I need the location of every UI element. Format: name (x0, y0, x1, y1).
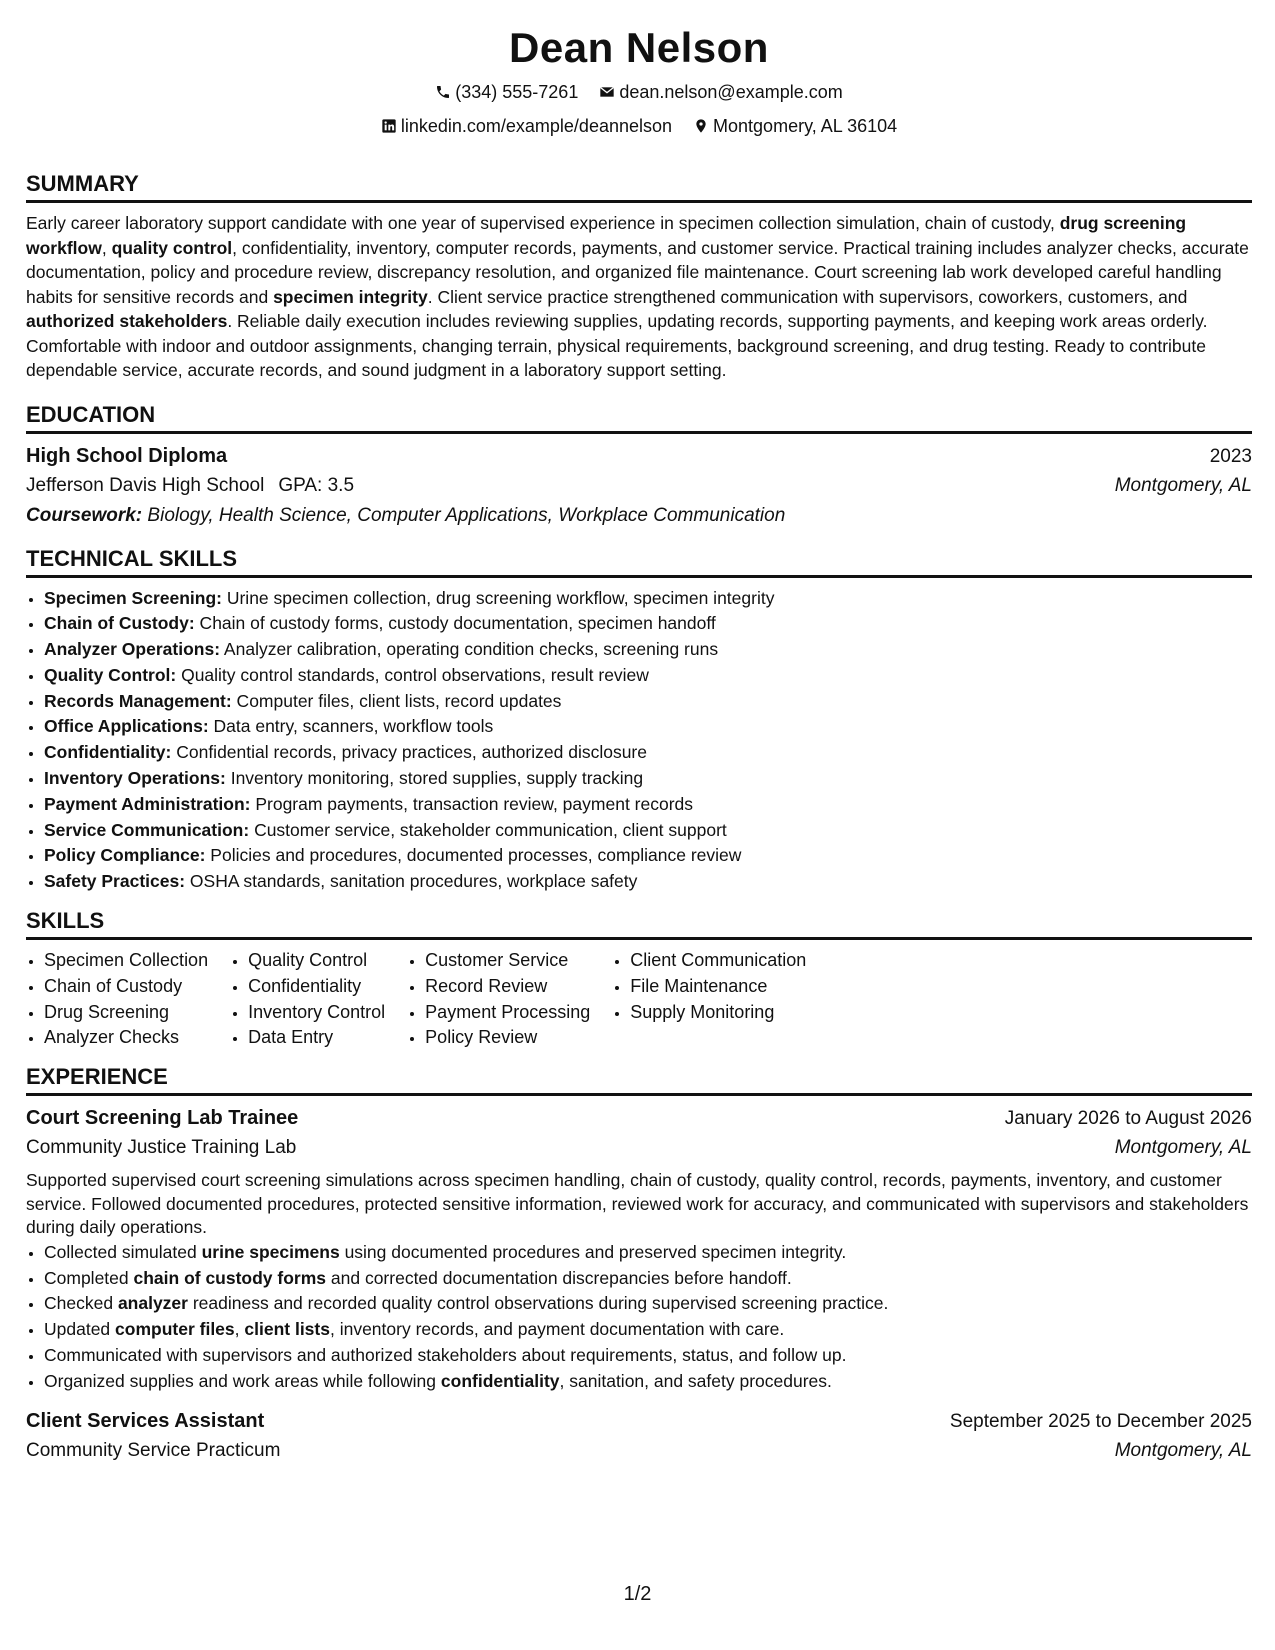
phone-text: (334) 555-7261 (455, 82, 579, 102)
bullet-text: Updated (44, 1319, 116, 1340)
bullet-bold: confidentiality (440, 1370, 560, 1391)
skills-column (26, 948, 208, 1051)
technical-skills-section (26, 545, 1252, 896)
list-item (44, 714, 1252, 740)
job-header (26, 1407, 1252, 1436)
envelope-icon (599, 84, 615, 100)
summary-part: . Reliable daily execution includes reviewing supplies, updating records, supporting payments, and keeping work areas orderly. Comfortable with indoor and outdoor assignments, changing terrain, physical requirements, background screening, and drug testing. Ready to contribute dependable service, accurate records, and sound judgment in a laboratory support setting. (26, 311, 1208, 380)
list-item (44, 586, 1252, 612)
list-item (44, 611, 1252, 637)
skill-text: Urine specimen collection, drug screening workflow, specimen integrity (221, 587, 775, 608)
list-item (44, 740, 1252, 766)
job-location: Montgomery, AL (1114, 1137, 1252, 1159)
job-header (26, 1104, 1252, 1133)
bullet-bold: client lists (244, 1319, 330, 1340)
summary-bold: specimen integrity (273, 286, 428, 307)
bullet-text: using documented procedures and preserved specimen integrity. (339, 1241, 847, 1262)
summary-part: . Client service practice strengthened communication with supervisors, coworkers, customers, and (427, 286, 1188, 307)
bullet-text: Organized supplies and work areas while following (44, 1370, 441, 1391)
contact-line-1 (26, 80, 1252, 106)
skill-label: Safety Practices: (44, 871, 186, 892)
summary-part: , (101, 237, 112, 258)
skill-label: Inventory Operations: (44, 768, 226, 789)
list-item: • Confidentiality (248, 974, 385, 1000)
bullet-text: , (234, 1319, 245, 1340)
skill-text: Confidential records, privacy practices, authorized disclosure (171, 742, 647, 763)
list-item: • Specimen Collection (44, 948, 208, 974)
bullet-bold: computer files (115, 1319, 235, 1340)
location-contact (693, 114, 897, 138)
list-item: • Customer Service (425, 948, 590, 974)
summary-bold: quality control (111, 237, 233, 258)
coursework-label: Coursework: (26, 504, 143, 526)
skill-label: Records Management: (44, 690, 232, 711)
skill-text: Inventory monitoring, stored supplies, supply tracking (225, 768, 644, 789)
list-item: • Chain of Custody (44, 974, 208, 1000)
section-title-skills: SKILLS (26, 907, 1252, 940)
list-item: • Record Review (425, 974, 590, 1000)
section-title-education: EDUCATION (26, 401, 1252, 434)
skills-column (612, 948, 806, 1051)
skill-label: Payment Administration: (44, 793, 251, 814)
skills-column (407, 948, 590, 1051)
job-dates: September 2025 to December 2025 (949, 1410, 1252, 1432)
section-title-technical-skills: TECHNICAL SKILLS (26, 545, 1252, 578)
candidate-name: Dean Nelson (509, 24, 769, 71)
list-item (44, 1240, 1252, 1266)
education-section (26, 401, 1252, 531)
skill-text: Policies and procedures, documented processes, compliance review (205, 845, 742, 866)
list-item: • Quality Control (248, 948, 385, 974)
skill-label: Office Applications: (44, 716, 209, 737)
location-text: Montgomery, AL 36104 (713, 116, 898, 136)
coursework (26, 501, 1252, 531)
list-item: • File Maintenance (630, 974, 806, 1000)
list-item (44, 818, 1252, 844)
coursework-list: Biology, Health Science, Computer Applications, Workplace Communication (142, 504, 786, 526)
list-item (44, 637, 1252, 663)
job-organization: Community Justice Training Lab (26, 1137, 297, 1159)
school-location: Montgomery, AL (1114, 474, 1252, 496)
phone-icon (435, 84, 451, 100)
resume-header (26, 22, 1252, 140)
list-item: • Inventory Control (248, 1000, 385, 1026)
skill-label: Analyzer Operations: (44, 639, 221, 660)
technical-skills-list (26, 586, 1252, 896)
list-item (44, 1369, 1252, 1395)
bullet-bold: chain of custody forms (133, 1267, 327, 1288)
map-pin-icon (693, 118, 709, 134)
degree: High School Diploma (26, 444, 228, 467)
bullet-text: Completed (44, 1267, 134, 1288)
email-text: dean.nelson@example.com (619, 82, 843, 102)
skill-text: Customer service, stakeholder communication, client support (249, 819, 727, 840)
job-bullets (26, 1240, 1252, 1395)
summary-bold: authorized stakeholders (26, 311, 228, 331)
gpa: GPA: 3.5 (278, 474, 355, 496)
job-subheader (26, 1436, 1252, 1466)
skill-text: Chain of custody forms, custody documentation, specimen handoff (194, 613, 716, 634)
bullet-bold: urine specimens (201, 1241, 340, 1262)
list-item: • Supply Monitoring (630, 1000, 806, 1026)
summary-text (26, 211, 1252, 383)
list-item (44, 1266, 1252, 1292)
linkedin-contact[interactable] (381, 114, 672, 138)
job-description: Supported supervised court screening simulations across specimen handling, chain of custody, quality control, records, payments, inventory, and customer service. Followed documented procedures, protected sensitive information, reviewed work for accuracy, and communicated with supervisors and stakeholders during daily operations. (26, 1170, 1249, 1238)
list-item: • Payment Processing (425, 1000, 590, 1026)
summary-part: , confidentiality, inventory, computer records, payments, and customer service. Practical training includes analyzer checks, accurate documentation, policy and procedure review, discrepancy resolution, and organized file maintenance. Court screening lab work developed careful handling habits for sensitive records and (26, 237, 1249, 307)
skill-text: OSHA standards, sanitation procedures, workplace safety (185, 871, 638, 892)
skill-text: Quality control standards, control observations, result review (176, 664, 649, 685)
list-item (44, 766, 1252, 792)
bullet-text: Communicated with supervisors and authorized stakeholders about requirements, status, and follow up. (44, 1344, 847, 1365)
skill-label: Chain of Custody: (44, 613, 195, 634)
job-title: Client Services Assistant (26, 1409, 265, 1432)
education-row-1 (26, 442, 1252, 471)
education-row-2 (26, 471, 1252, 501)
skill-label: Policy Compliance: (44, 845, 206, 866)
job-title: Court Screening Lab Trainee (26, 1107, 299, 1130)
skill-label: Quality Control: (44, 664, 177, 685)
list-item: • Analyzer Checks (44, 1025, 208, 1051)
experience-section (26, 1063, 1252, 1465)
job-location: Montgomery, AL (1114, 1439, 1252, 1461)
skills-grid (26, 948, 1252, 1051)
phone-contact (435, 80, 578, 104)
bullet-bold: analyzer (117, 1293, 188, 1314)
job-organization: Community Service Practicum (26, 1439, 281, 1461)
bullet-text: Collected simulated (44, 1241, 202, 1262)
bullet-text: and corrected documentation discrepancies before handoff. (326, 1267, 792, 1288)
section-title-experience: EXPERIENCE (26, 1063, 1252, 1096)
email-contact[interactable] (599, 80, 842, 104)
list-item (44, 689, 1252, 715)
summary-part: Early career laboratory support candidate with one year of supervised experience in specimen collection simulation, chain of custody, (26, 213, 1060, 233)
job-subheader (26, 1133, 1252, 1163)
job-entry (26, 1104, 1252, 1394)
list-item: • Drug Screening (44, 1000, 208, 1026)
section-title-summary: SUMMARY (26, 170, 1252, 203)
bullet-text: , inventory records, and payment documentation with care. (329, 1319, 785, 1340)
list-item (44, 663, 1252, 689)
list-item: • Data Entry (248, 1025, 385, 1051)
skill-text: Analyzer calibration, operating condition checks, screening runs (220, 639, 719, 660)
summary-bold: drug screening workflow (26, 213, 1187, 258)
skill-label: Service Communication: (44, 819, 250, 840)
page-number: 1/2 (623, 1583, 652, 1605)
graduation-year: 2023 (1209, 445, 1252, 467)
skill-text: Computer files, client lists, record updates (231, 690, 562, 711)
job-entry (26, 1407, 1252, 1466)
skill-label: Confidentiality: (44, 742, 172, 763)
list-item (44, 792, 1252, 818)
job-dates: January 2026 to August 2026 (1004, 1108, 1252, 1130)
skills-section (26, 907, 1252, 1051)
bullet-text: Checked (44, 1293, 118, 1314)
resume-page (26, 0, 1252, 1650)
linkedin-text: linkedin.com/example/deannelson (400, 116, 673, 136)
list-item (44, 1317, 1252, 1343)
bullet-text: , sanitation, and safety procedures. (559, 1370, 832, 1391)
contact-line-2 (26, 114, 1252, 140)
list-item: • Policy Review (425, 1025, 590, 1051)
summary-section (26, 170, 1252, 383)
skill-text: Data entry, scanners, workflow tools (208, 716, 494, 737)
list-item (44, 1343, 1252, 1369)
school-name: Jefferson Davis High School (26, 474, 265, 496)
skill-label: Specimen Screening: (44, 587, 222, 608)
list-item: • Client Communication (630, 948, 806, 974)
list-item (44, 843, 1252, 869)
skills-column (230, 948, 385, 1051)
bullet-text: readiness and recorded quality control observations during supervised screening practice. (187, 1293, 889, 1314)
school-info (26, 471, 354, 501)
skill-text: Program payments, transaction review, payment records (250, 793, 694, 814)
linkedin-icon (381, 118, 397, 134)
list-item (44, 869, 1252, 895)
list-item (44, 1291, 1252, 1317)
